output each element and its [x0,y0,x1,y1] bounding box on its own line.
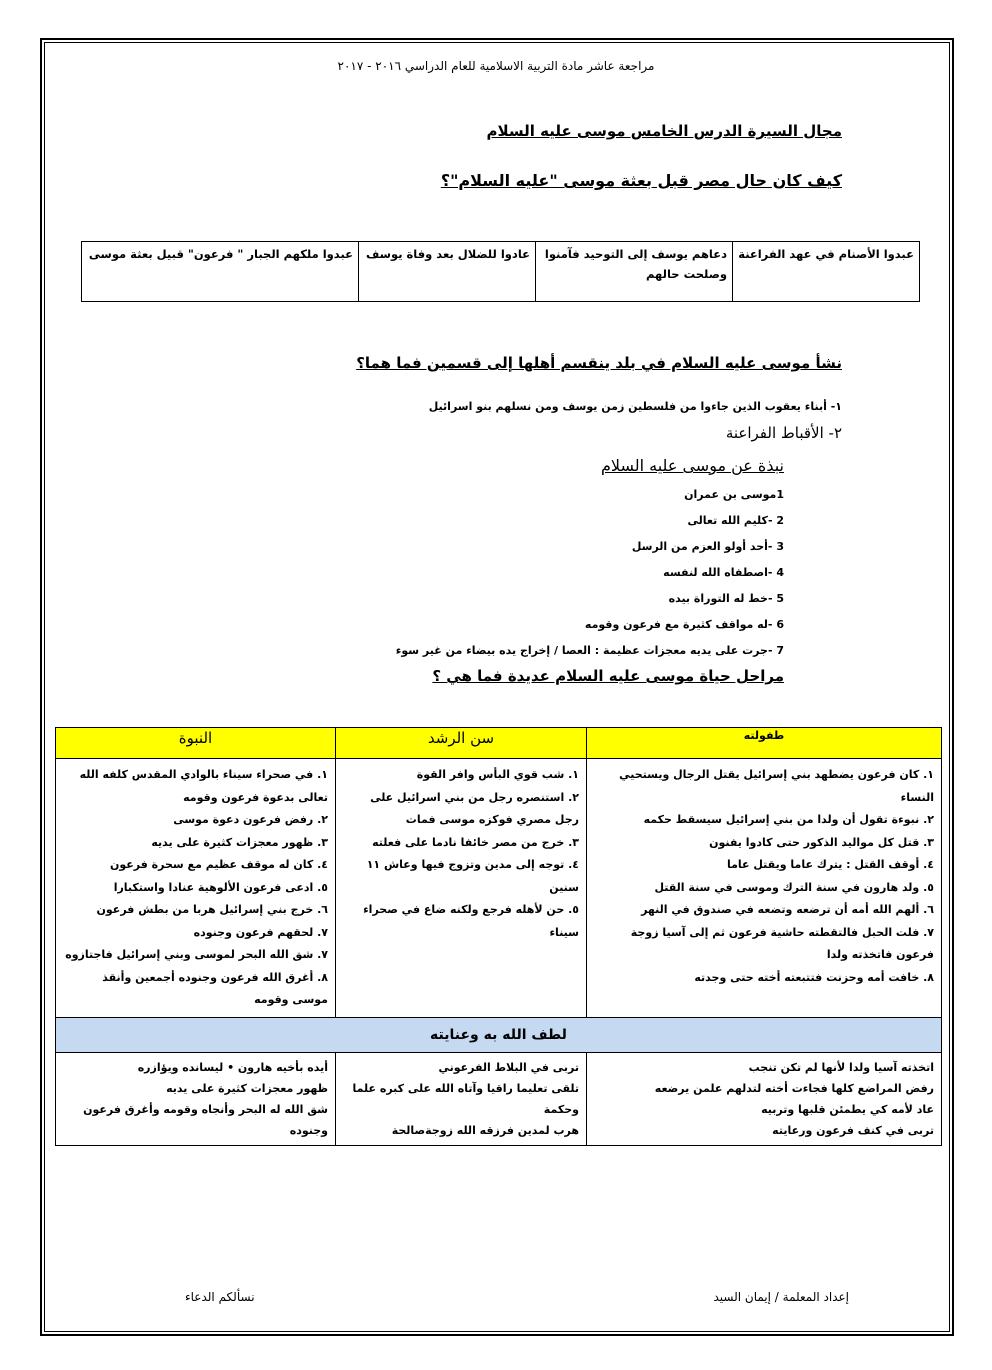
care-line: أيده بأخيه هارون • ليسانده ويؤازره [137,1060,328,1074]
review-header: مراجعة عاشر مادة التربية الاسلامية للعام الدراسي ٢٠١٦ - ٢٠١٧ [337,59,655,73]
list-item: ٢. نبوءة تقول أن ولدا من بني إسرائيل سيسقط حكمه [643,813,934,826]
care-line: عاد لأمه كي يطمئن قلبها وتربيه [761,1102,934,1116]
care-line: ظهور معجزات كثيرة على يديه [166,1081,328,1095]
list-item: ٢. رفض فرعون دعوة موسى [173,813,328,826]
header-adulthood: سن الرشد [336,728,587,759]
list-item: ٨. أغرق الله فرعون وجنوده أجمعين وأنقذ موسى وقومه [102,970,328,1006]
prayers-note: نسألكم الدعاء [185,1290,255,1304]
list-item: ١. كان فرعون يضطهد بني إسرائيل يقتل الرجال ويستحيي النساء [619,768,934,804]
egypt-state-cell-4: عبدوا ملكهم الجبار " فرعون" قبيل بعثة موسى [82,242,359,302]
care-line: اتخذته آسيا ولدا لأنها لم تكن تنجب [748,1060,934,1074]
list-item: ٤. أوقف القتل : يترك عاما ويقتل عاما [726,858,934,871]
list-item: 7 -جرت على يديه معجزات عظيمة : العصا / إخراج يده بيضاء من غير سوء [395,644,784,657]
list-item: ١. شب قوي البأس وافر القوة [416,768,579,781]
egypt-state-cell-1: عبدوا الأصنام في عهد الفراعنة [733,242,920,302]
list-item: 5 -خط له التوراة بيده [668,592,784,605]
list-item: 3 -أحد أولو العزم من الرسل [631,540,784,553]
care-line: رفض المراضع كلها فجاءت أخته لتدلهم علمن يرضعه [654,1081,934,1095]
list-item: ٥. ولد هارون في سنة الترك وموسى في سنة القتل [654,880,934,894]
question-life-stages: مراحل حياة موسى عليه السلام عديدة فما هي ؟ [432,667,784,685]
list-item: ٧. شق الله البحر لموسى وبني إسرائيل فاجتازوه [65,948,328,961]
question-two-groups: نشأ موسى عليه السلام في بلد ينقسم أهلها إلى قسمين فما هما؟ [356,354,842,372]
list-item: 1موسى بن عمران [684,488,784,501]
list-item: 2 -كليم الله تعالى [687,514,784,527]
list-item: ٧. فلت الحبل فالتقطته حاشية فرعون ثم إلى آسيا زوجة فرعون فاتخذته ولدا [630,925,934,961]
lesson-title: مجال السيرة الدرس الخامس موسى عليه السلام [486,122,842,140]
list-item: ٢. استنصره رجل من بني اسرائيل على رجل مصري فوكزه موسى فمات [370,790,579,826]
list-item: 6 -له مواقف كثيرة مع فرعون وقومه [584,618,784,631]
care-line: تربى في كنف فرعون ورعايته [772,1123,934,1137]
list-item: ٥. ادعى فرعون الألوهية عنادا واستكبارا [113,880,328,894]
egypt-state-cell-3: عادوا للضلال بعد وفاة يوسف [359,242,536,302]
care-adulthood-cell [336,1052,587,1145]
life-stages-table [55,727,942,1146]
group-item-2: ٢- الأقباط الفراعنة [725,424,842,442]
list-item: ٣. قتل كل مواليد الذكور حتى كادوا يفنون [709,835,934,849]
care-prophethood-cell [56,1052,336,1145]
egypt-state-table [81,241,920,302]
list-item: ٤. كان له موقف عظيم مع سحرة فرعون [109,858,328,871]
brief-list [396,485,784,667]
list-item: ٧. لحقهم فرعون وجنوده [193,925,328,939]
care-line: تلقى تعليما راقيا وآتاه الله على كبره علما وحكمة [352,1081,579,1116]
list-item: ٨. خافت أمه وحزنت فتتبعته أخته حتى وجدته [694,970,934,984]
header-childhood: طفولته [587,728,942,759]
list-item: ٦. ألهم الله أمه أن ترضعه وتضعه في صندوق في النهر [641,903,934,916]
brief-heading: نبذة عن موسى عليه السلام [600,456,784,475]
list-item: 4 -اصطفاه الله لنفسه [663,566,784,579]
adulthood-cell [336,759,587,1018]
care-line: هرب لمدين فرزقه الله زوجةصالحة [391,1123,579,1137]
list-item: ٤. توجه إلى مدين وتزوج فيها وعاش ١١ سنين [366,858,579,894]
header-prophethood: النبوة [56,728,336,759]
care-line: شق الله له البحر وأنجاه وقومه وأغرق فرعون وجنوده [83,1102,328,1137]
care-line: تربى في البلاط الفرعوني [438,1060,579,1074]
group-item-1: ١- أبناء يعقوب الذين جاءوا من فلسطين زمن يوسف ومن نسلهم بنو اسرائيل [428,400,842,413]
care-heading: لطف الله به وعنايته [56,1017,942,1052]
list-item: ٣. خرج من مصر خائفا نادما على فعلته [372,835,579,849]
question-egypt-state: كيف كان حال مصر قبل بعثة موسى "عليه السلام"؟ [440,171,842,190]
list-item: ٦. خرج بني إسرائيل هربا من بطش فرعون [96,903,328,916]
childhood-cell [587,759,942,1018]
list-item: ٥. حن لأهله فرجع ولكنه ضاع في صحراء سيناء [363,903,579,939]
prepared-by: إعداد المعلمة / إيمان السيد [713,1290,849,1304]
list-item: ٣. ظهور معجزات كثيرة على يديه [151,835,328,849]
prophethood-cell [56,759,336,1018]
list-item: ١. في صحراء سيناء بالوادي المقدس كلفه الله تعالى بدعوة فرعون وقومه [79,768,328,804]
egypt-state-cell-2: دعاهم يوسف إلى التوحيد فآمنوا وصلحت حالهم [536,242,733,302]
care-childhood-cell [587,1052,942,1145]
